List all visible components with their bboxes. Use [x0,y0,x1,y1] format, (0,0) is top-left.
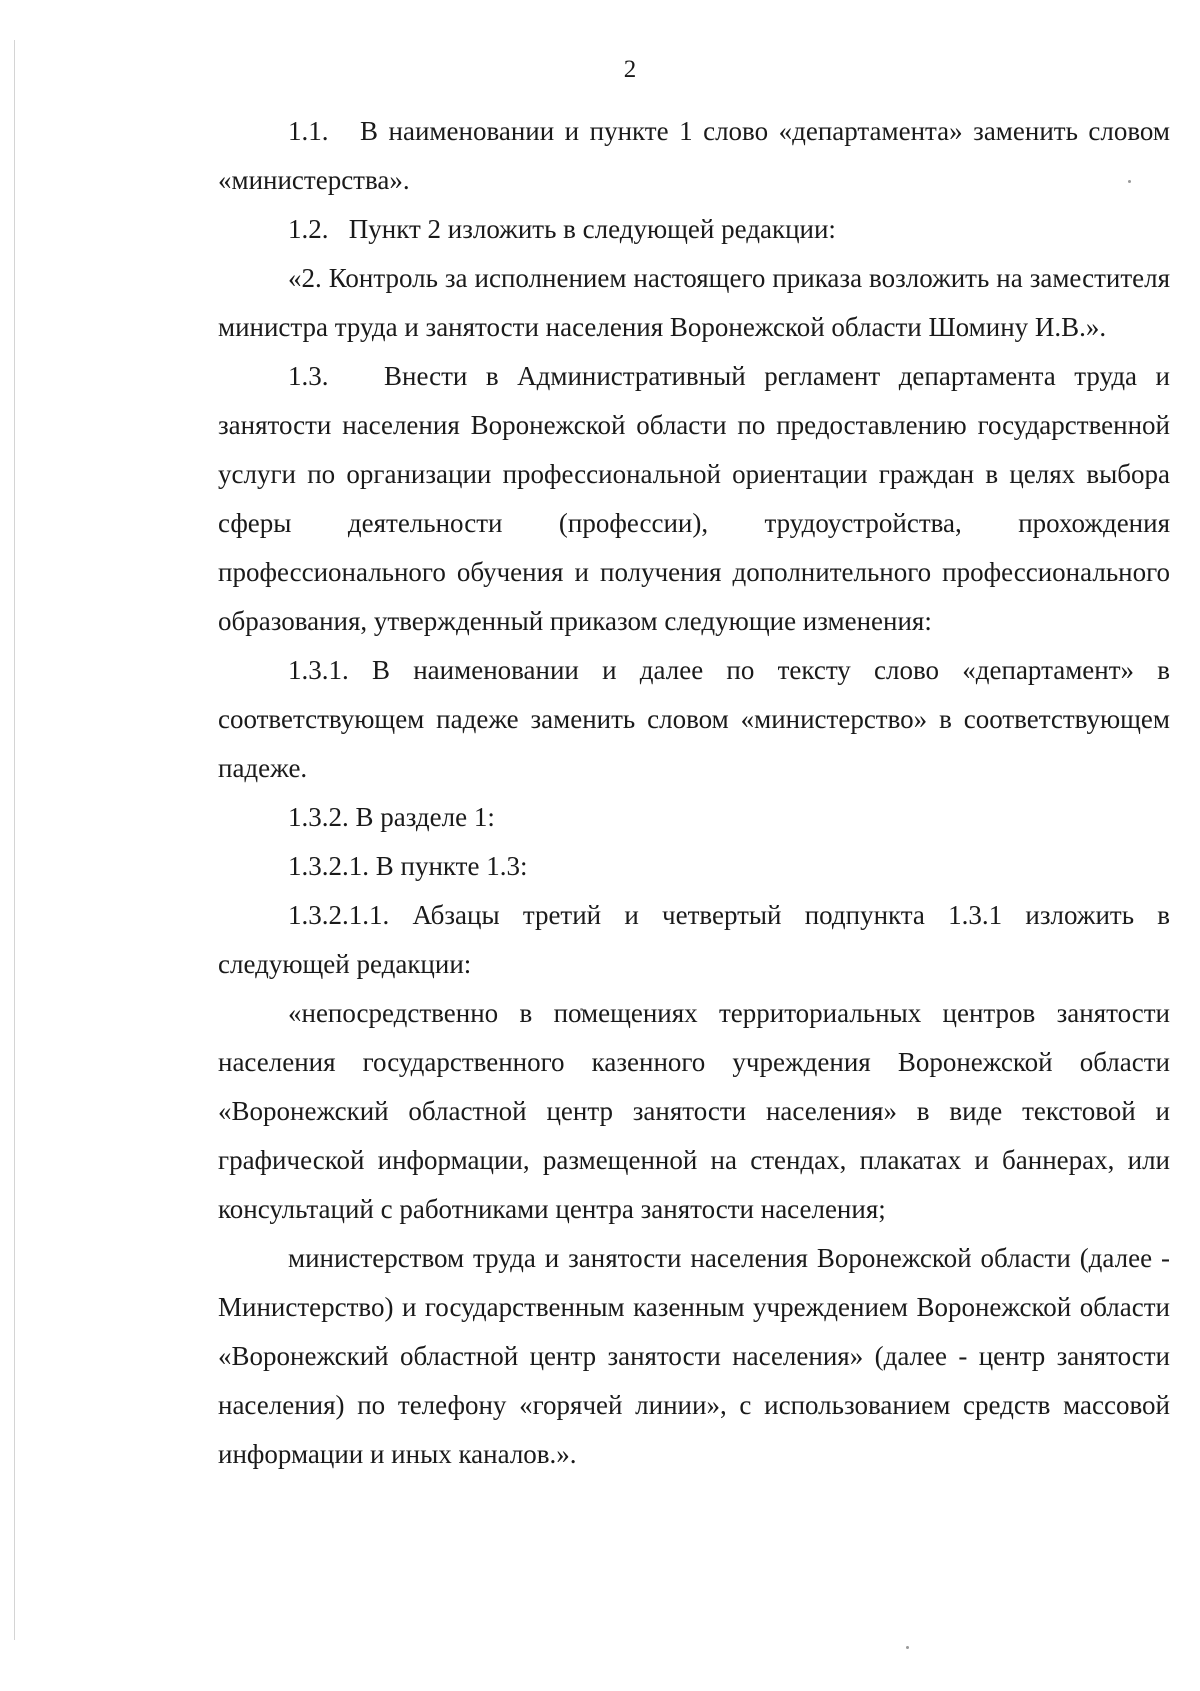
paragraph-1-3-1: 1.3.1. В наименовании и далее по тексту слово «департамент» в соответствующем падеже заменить словом «министерство» в соответствующем падеже. [218,655,1170,783]
paragraph-1-1: 1.1. В наименовании и пункте 1 слово «департамента» заменить словом «министерства». [218,116,1170,195]
page-number: 2 [623,56,637,83]
paragraph-quote-control: «2. Контроль за исполнением настоящего приказа возложить на заместителя министра труда и занятости населения Воронежской области Шомину И.В.». [218,263,1170,342]
paragraph-1-3-2-1: 1.3.2.1. В пункте 1.3: [288,851,528,881]
paragraph-1-2: 1.2. Пункт 2 изложить в следующей редакции: [288,214,836,244]
paragraph-1-3-2-1-1: 1.3.2.1.1. Абзацы третий и четвертый подпункта 1.3.1 изложить в следующей редакции: [218,900,1170,979]
paragraph-1-3-2: 1.3.2. В разделе 1: [288,802,495,832]
paragraph-quote-premises: «непосредственно в помещениях территориальных центров занятости населения государственного казенного учреждения Воронежской области «Воронежский областной центр занятости населения» в виде текстовой и графической информации, размещенной на стендах, плакатах и баннерах, или консультаций с работниками центра занятости населения; [218,998,1170,1224]
scan-artifact-line [14,40,15,1640]
scan-artifact-dot [906,1646,909,1649]
paragraph-ministry: министерством труда и занятости населения Воронежской области (далее - Министерство) и государственным казенным учреждением Воронежской области «Воронежский областной центр занятости населения» (далее - центр занятости населения) по телефону «горячей линии», с использованием средств массовой информации и иных каналов.». [218,1243,1170,1469]
paragraph-1-3: 1.3. Внести в Административный регламент департамента труда и занятости населения Воронежской области по предоставлению государственной услуги по организации профессиональной ориентации граждан в целях выбора сферы деятельности (профессии), трудоустройства, прохождения профессионального обучения и получения дополнительного профессионального образования, утвержденный приказом следующие изменения: [218,361,1170,636]
document-body [218,107,1170,1479]
